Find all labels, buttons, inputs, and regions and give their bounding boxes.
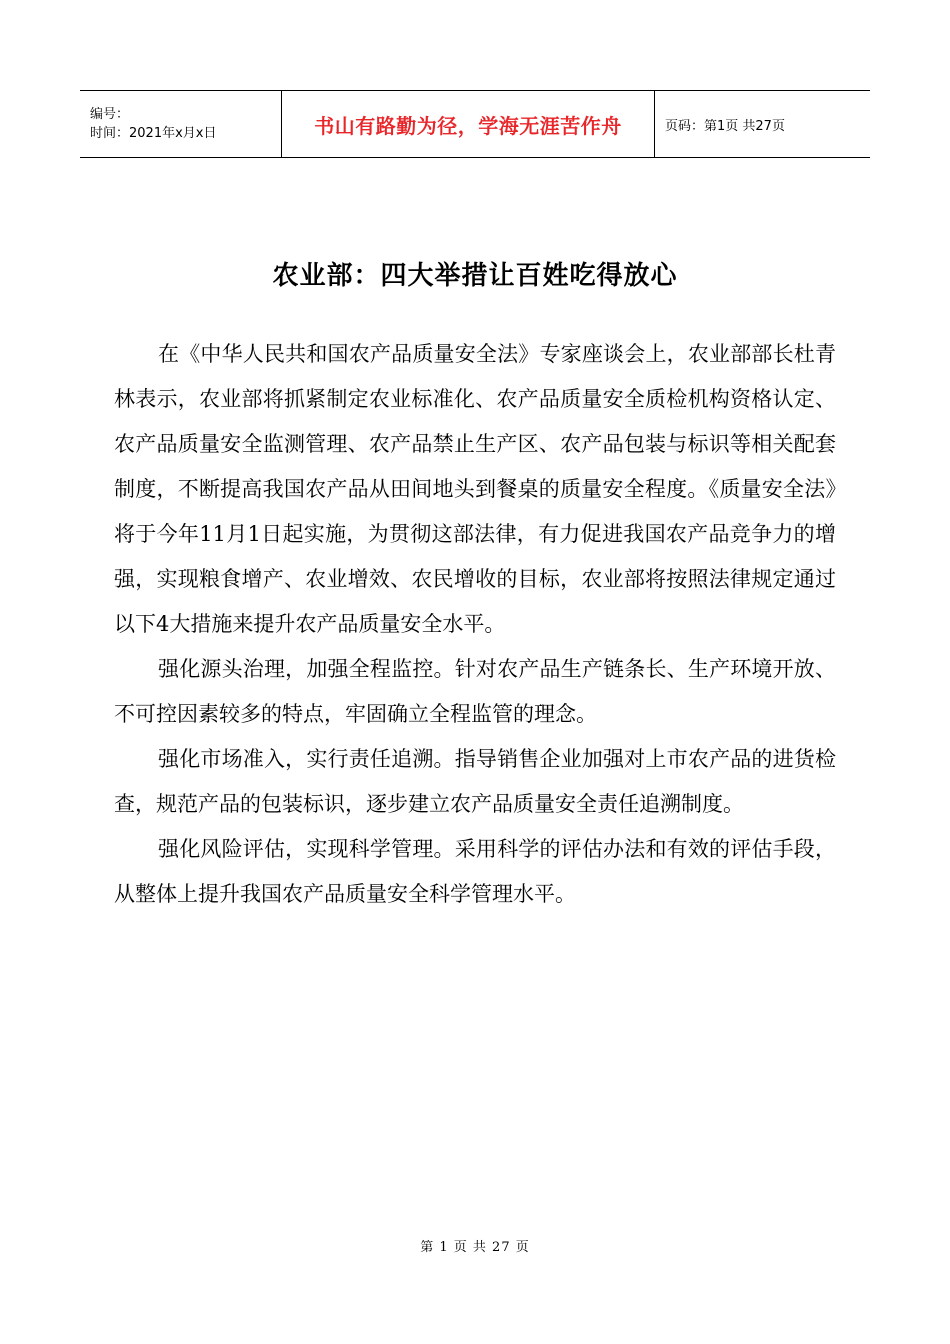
- paragraph-measure-3: 强化风险评估，实现科学管理。采用科学的评估办法和有效的评估手段，从整体上提升我国农产品质量安全科学管理水平。: [114, 837, 836, 906]
- header-table: [80, 90, 870, 158]
- page-footer: 第 1 页 共 27 页: [420, 1240, 530, 1255]
- paragraph-intro: 在《中华人民共和国农产品质量安全法》专家座谈会上，农业部部长杜青林表示，农业部将抓紧制定农业标准化、农产品质量安全质检机构资格认定、农产品质量安全监测管理、农产品禁止生产区、农产品包装与标识等相关配套制度，不断提高我国农产品从田间地头到餐桌的质量安全程度。《质量安全法》将于今年11月1日起实施，为贯彻这部法律，有力促进我国农产品竞争力的增强，实现粮食增产、农业增效、农民增收的目标，农业部将按照法律规定通过以下4大措施来提升农产品质量安全水平。: [114, 342, 836, 636]
- document-title: 农业部：四大举措让百姓吃得放心: [272, 261, 678, 291]
- time-label: 时间：2021年x月x日: [90, 126, 217, 141]
- header-meta-cell: [80, 91, 282, 157]
- header-page-cell: [655, 91, 870, 157]
- paragraph-measure-2: 强化市场准入，实行责任追溯。指导销售企业加强对上市农产品的进货检查，规范产品的包装标识，逐步建立农产品质量安全责任追溯制度。: [114, 747, 836, 816]
- header-motto-cell: [282, 91, 655, 157]
- motto-text: 书山有路勤为径，学海无涯苦作舟: [314, 113, 622, 138]
- paragraph-measure-1: 强化源头治理，加强全程监控。针对农产品生产链条长、生产环境开放、不可控因素较多的特点，牢固确立全程监管的理念。: [114, 657, 836, 726]
- serial-label: 编号：: [90, 107, 130, 122]
- document-body: [114, 332, 836, 917]
- page-info: 页码：第1页 共27页: [665, 118, 785, 134]
